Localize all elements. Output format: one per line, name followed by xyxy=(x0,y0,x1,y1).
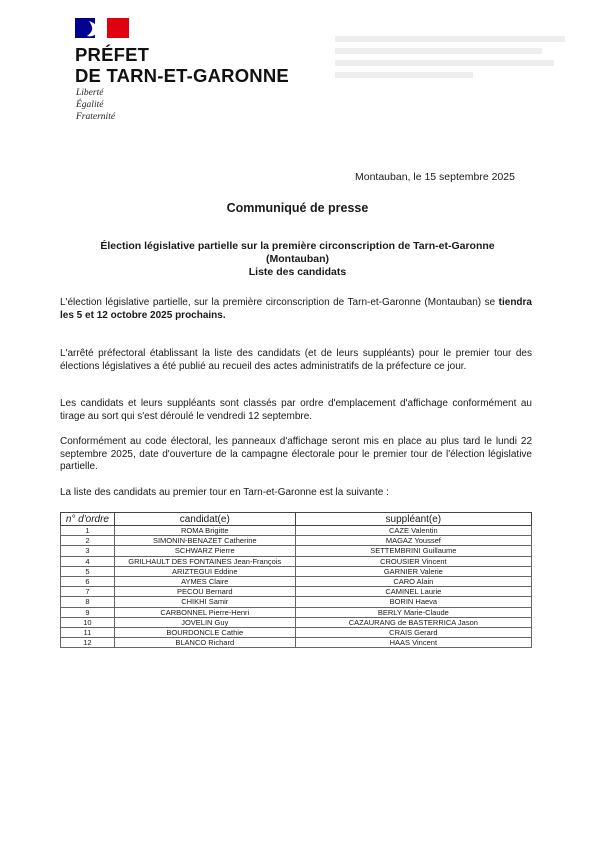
cell-suppleant: CAZAURANG de BASTERRICA Jason xyxy=(295,617,531,627)
cell-suppleant: CAZE Valentin xyxy=(295,526,531,536)
paragraph-arrete: L'arrêté préfectoral établissant la liste des candidats (et de leurs suppléants) pour le premier tour des élections législatives a été publié au recueil des actes administratifs de la préfecture ce jour. xyxy=(60,348,532,372)
motto-liberte: Liberté xyxy=(76,88,104,98)
cell-num: 10 xyxy=(61,617,115,627)
table-row xyxy=(61,546,532,556)
table-header-row xyxy=(61,513,532,526)
candidates-table xyxy=(60,512,532,648)
cell-num: 2 xyxy=(61,536,115,546)
table-row xyxy=(61,536,532,546)
cell-suppleant: SETTEMBRINI Guillaume xyxy=(295,546,531,556)
paragraph-liste-intro: La liste des candidats au premier tour en Tarn-et-Garonne est la suivante : xyxy=(60,487,389,498)
cell-suppleant: BORIN Haeva xyxy=(295,597,531,607)
subject-line3: Liste des candidats xyxy=(248,266,347,278)
subject-heading xyxy=(60,240,535,279)
prefet-line1: PRÉFET xyxy=(75,44,150,65)
cell-suppleant: CAMINEL Laurie xyxy=(295,587,531,597)
table-row xyxy=(61,526,532,536)
cell-suppleant: CRAIS Gerard xyxy=(295,628,531,638)
header-suppleant: suppléant(e) xyxy=(295,513,531,526)
date-line: Montauban, le 15 septembre 2025 xyxy=(355,171,515,183)
show-through-ghost xyxy=(335,30,565,100)
republic-motto xyxy=(76,87,115,123)
cell-candidat: SIMONIN-BENAZET Catherine xyxy=(114,536,295,546)
cell-num: 5 xyxy=(61,566,115,576)
table-row xyxy=(61,617,532,627)
cell-suppleant: GARNIER Valerie xyxy=(295,566,531,576)
cell-candidat: ARIZTEGUI Eddine xyxy=(114,566,295,576)
motto-fraternite: Fraternité xyxy=(76,112,116,122)
cell-num: 12 xyxy=(61,638,115,648)
cell-candidat: CARBONNEL Pierre-Henri xyxy=(114,607,295,617)
cell-suppleant: BERLY Marie-Claude xyxy=(295,607,531,617)
table-row xyxy=(61,607,532,617)
header-numero: n° d'ordre xyxy=(61,513,115,526)
cell-num: 3 xyxy=(61,546,115,556)
cell-candidat: CHIKHI Samir xyxy=(114,597,295,607)
cell-candidat: PECOU Bernard xyxy=(114,587,295,597)
cell-num: 6 xyxy=(61,577,115,587)
paragraph-panneaux: Conformément au code électoral, les panneaux d'affichage seront mis en place au plus tard le lundi 22 septembre 2025, date d'ouverture de la campagne électorale pour le premier tour de l'élection législative partielle. xyxy=(60,436,532,473)
cell-candidat: BOURDONCLE Cathie xyxy=(114,628,295,638)
table-row xyxy=(61,638,532,648)
header-candidat: candidat(e) xyxy=(114,513,295,526)
paragraph-election-dates xyxy=(60,297,532,322)
cell-suppleant: MAGAZ Youssef xyxy=(295,536,531,546)
table-row xyxy=(61,628,532,638)
cell-num: 7 xyxy=(61,587,115,597)
cell-num: 8 xyxy=(61,597,115,607)
table-row xyxy=(61,577,532,587)
table-row xyxy=(61,597,532,607)
table-row xyxy=(61,566,532,576)
table-row xyxy=(61,587,532,597)
subject-line2: (Montauban) xyxy=(266,253,329,265)
cell-num: 1 xyxy=(61,526,115,536)
p1-bold-dates: tiendra les 5 et 12 octobre 2025 prochains. xyxy=(60,297,532,321)
cell-num: 4 xyxy=(61,556,115,566)
cell-candidat: JOVELIN Guy xyxy=(114,617,295,627)
table-row xyxy=(61,556,532,566)
cell-num: 11 xyxy=(61,628,115,638)
marianne-flag-logo xyxy=(75,18,129,38)
cell-candidat: ROMA Brigitte xyxy=(114,526,295,536)
p1-text: L'élection législative partielle, sur la première circonscription de Tarn-et-Garonne (Montauban) se xyxy=(60,297,499,308)
cell-num: 9 xyxy=(61,607,115,617)
cell-suppleant: CROUSIER Vincent xyxy=(295,556,531,566)
paragraph-ordre-affichage: Les candidats et leurs suppléants sont classés par ordre d'emplacement d'affichage conformément au tirage au sort qui s'est déroulé le vendredi 12 septembre. xyxy=(60,398,532,422)
cell-suppleant: HAAS Vincent xyxy=(295,638,531,648)
cell-candidat: AYMES Claire xyxy=(114,577,295,587)
prefecture-name xyxy=(75,44,289,86)
cell-suppleant: CARO Alain xyxy=(295,577,531,587)
prefet-line2: DE TARN-ET-GARONNE xyxy=(75,65,289,86)
cell-candidat: GRILHAULT DES FONTAINES Jean-François xyxy=(114,556,295,566)
cell-candidat: SCHWARZ Pierre xyxy=(114,546,295,556)
document-title: Communiqué de presse xyxy=(226,201,369,215)
subject-line1: Élection législative partielle sur la première circonscription de Tarn-et-Garonne xyxy=(100,240,495,252)
motto-egalite: Égalité xyxy=(76,100,104,110)
cell-candidat: BLANCO Richard xyxy=(114,638,295,648)
